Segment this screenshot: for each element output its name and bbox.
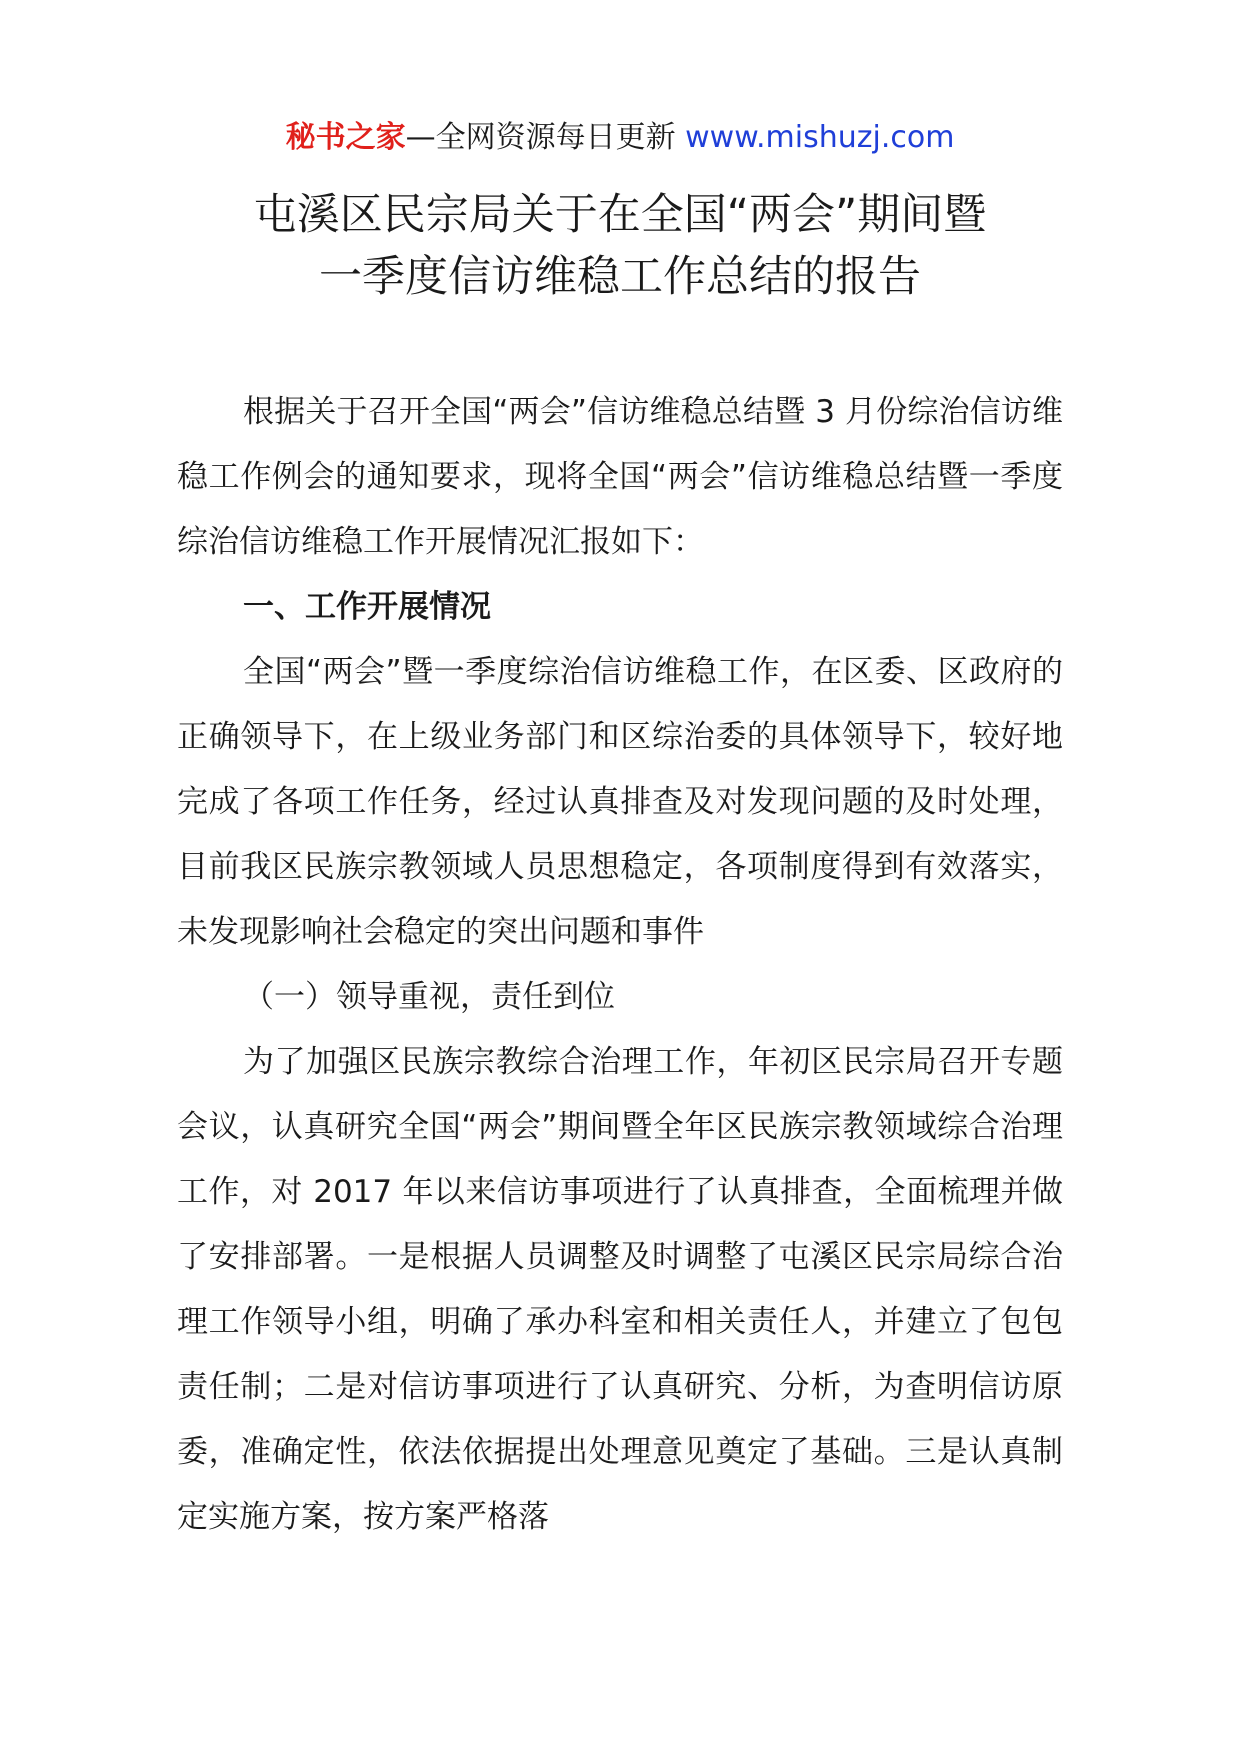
title-line-1: 屯溪区民宗局关于在全国“两会”期间暨 (253, 190, 987, 240)
section-heading-1: 一、工作开展情况 (243, 589, 491, 625)
document-body (177, 380, 1063, 1550)
document-title (0, 184, 1240, 308)
subsection-1-paragraph: 为了加强区民族宗教综合治理工作，年初区民宗局召开专题会议，认真研究全国“两会”期间暨全年区民族宗教领域综合治理工作，对 2017 年以来信访事项进行了认真排查，全面梳理并做了安排部署。一是根据人员调整及时调整了屯溪区民宗局综合治理工作领导小组，明确了承办科室和相关责任人，并建立了包包责任制；二是对信访事项进行了认真研究、分析，为查明信访原委，准确定性，依法依据提出处理意见奠定了基础。三是认真制定实施方案，按方案严格落 (177, 1044, 1063, 1535)
intro-paragraph: 根据关于召开全国“两会”信访维稳总结暨 3 月份综治信访维稳工作例会的通知要求，现将全国“两会”信访维稳总结暨一季度综治信访维稳工作开展情况汇报如下： (177, 394, 1063, 560)
title-line-2: 一季度信访维稳工作总结的报告 (319, 252, 921, 302)
banner-tagline: —全网资源每日更新 (405, 120, 686, 155)
section-1-paragraph: 全国“两会”暨一季度综治信访维稳工作，在区委、区政府的正确领导下，在上级业务部门和区综治委的具体领导下，较好地完成了各项工作任务，经过认真排查及对发现问题的及时处理，目前我区民族宗教领域人员思想稳定，各项制度得到有效落实，未发现影响社会稳定的突出问题和事件 (177, 654, 1063, 950)
subsection-heading-1: （一）领导重视，责任到位 (243, 979, 615, 1015)
site-banner (0, 118, 1240, 158)
site-url-link[interactable]: www.mishuzj.com (685, 120, 955, 155)
brand-name: 秘书之家 (285, 120, 406, 155)
